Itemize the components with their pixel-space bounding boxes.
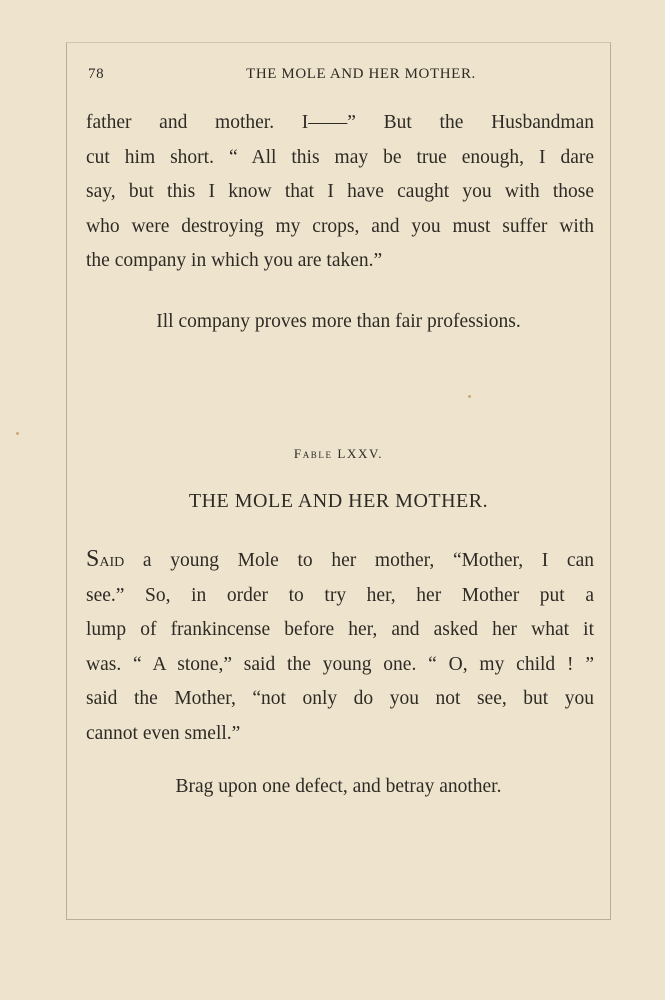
text-line: cut him short. “ All this may be true enough, I dare (86, 146, 594, 168)
initial-letter: S (86, 546, 100, 572)
text-line: was. “ A stone,” said the young one. “ O, my child ! ” (86, 653, 594, 675)
text-line: see.” So, in order to try her, her Mother put a (86, 584, 594, 606)
paper-speck (468, 395, 471, 398)
page-header (88, 66, 594, 86)
text-line (86, 542, 594, 579)
paper-speck (16, 432, 19, 435)
fable-title: THE MOLE AND HER MOTHER. (188, 490, 489, 512)
text-line: who were destroying my crops, and you must suffer with (86, 215, 594, 237)
continuation-paragraph (86, 106, 594, 279)
text-line: lump of frankincense before her, and asked her what it (86, 619, 594, 640)
text-line-rest: a young Mole to her mother, “Mother, I can (124, 550, 594, 571)
text-line: father and mother. I——” But the Husbandman (86, 112, 594, 133)
text-line: say, but this I know that I have caught you with those (86, 181, 594, 202)
running-title: THE MOLE AND HER MOTHER. (246, 66, 476, 82)
fable-moral: Brag upon one defect, and betray another. (175, 776, 502, 797)
text-line: the company in which you are taken.” (86, 250, 383, 271)
text-line: said the Mother, “not only do you not see, but you (86, 688, 594, 709)
fable-paragraph (86, 542, 594, 751)
page-number: 78 (88, 66, 105, 82)
first-word-rest: aid (99, 550, 125, 571)
fable-number: Fable LXXV. (293, 446, 384, 461)
previous-fable-moral: Ill company proves more than fair professions. (156, 311, 521, 332)
text-line: cannot even smell.” (86, 722, 241, 744)
